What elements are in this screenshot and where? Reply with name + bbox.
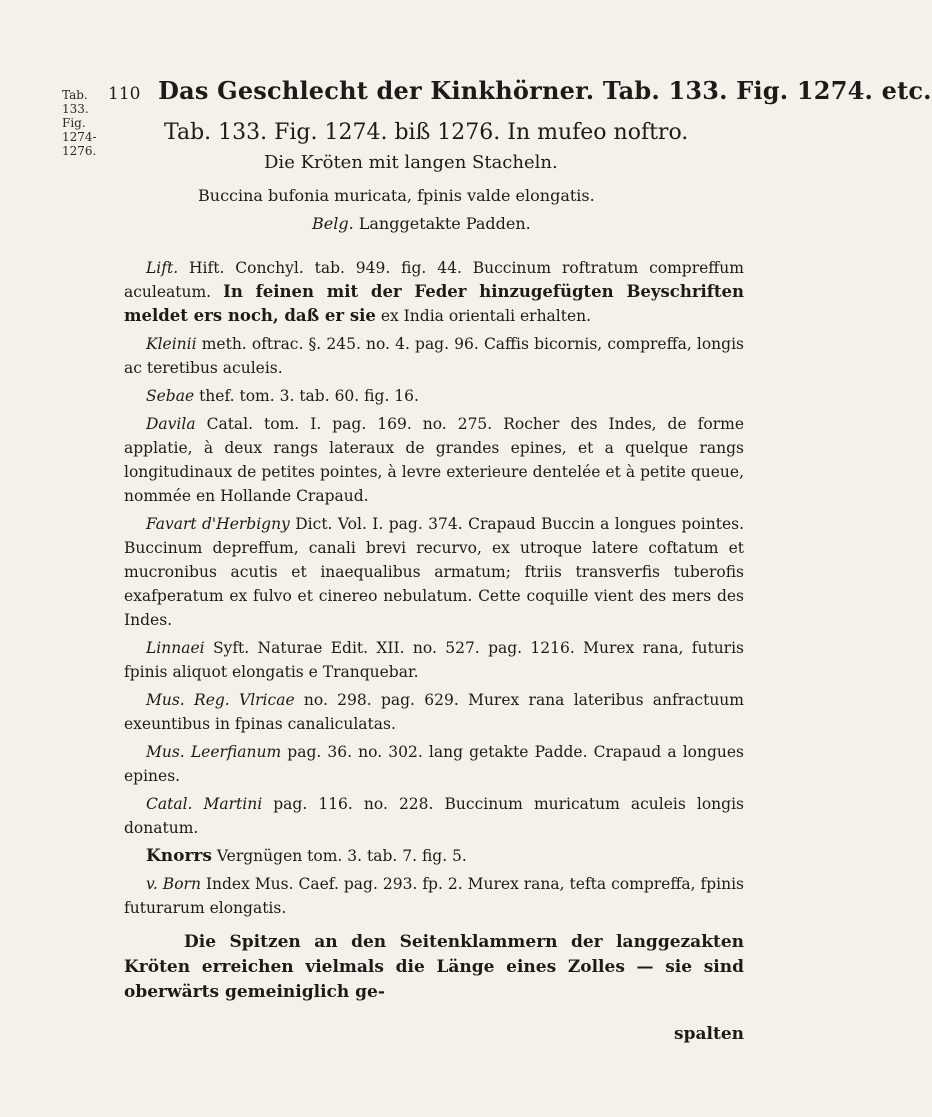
reference-entry (124, 384, 744, 408)
belgian-name (312, 210, 744, 238)
entry-text: Index Mus. Caef. pag. 293. fp. 2. Murex rana, tefta compreffa, fpinis futurarum elongatis. (124, 875, 744, 917)
reference-entry (124, 872, 744, 920)
catchword: spalten (674, 1024, 744, 1044)
entry-text: Hift. Conchyl. tab. 949. fig. 44. Buccinum roftratum compreffum aculeatum. (124, 259, 744, 301)
entry-text: pag. 116. no. 228. Buccinum muricatum aculeis longis donatum. (124, 795, 745, 837)
entry-german: In feinen mit der Feder hinzugefügten Beyschriften meldet ers noch, daß er sie (124, 282, 744, 325)
reference-entry (124, 792, 744, 840)
entry-text: pag. 36. no. 302. lang getakte Padde. Crapaud a longues epines. (124, 743, 744, 785)
entry-source: Sebae (146, 387, 195, 405)
reference-entry (124, 740, 744, 788)
reference-entry (124, 332, 744, 380)
entry-source: Davila (146, 415, 196, 433)
latin-name: Buccina bufonia muricata, fpinis valde elongatis. (198, 186, 595, 205)
entry-text: Dict. Vol. I. pag. 374. Crapaud Buccin a longues pointes. Buccinum depreffum, canali brevi recurvo, ex utroque latere coftatum et mucronibus acutis et inaequalibus armatum; ftriis transverfis tuberofis exafperatum ex fulvo et cinereo nebulatum. Cette coquille vient des mers des Indes. (124, 515, 744, 629)
reference-entry (124, 256, 744, 328)
entry-text: Vergnügen tom. 3. tab. 7. fig. 5. (216, 847, 467, 865)
entry-text: meth. oftrac. §. 245. no. 4. pag. 96. Caffis bicornis, compreffa, longis ac teretibus aculeis. (124, 335, 744, 377)
belg-text: Langgetakte Padden. (358, 214, 531, 233)
running-head (108, 76, 932, 109)
reference-entry (124, 512, 744, 632)
page-content (124, 118, 744, 1063)
entry-text: thef. tom. 3. tab. 60. fig. 16. (199, 387, 419, 405)
entry-source: Kleinii (146, 335, 197, 353)
entry-tail: ex India orientali erhalten. (380, 307, 592, 325)
reference-entry (124, 844, 744, 868)
entry-source: Mus. Reg. Vlricae (146, 691, 295, 709)
entry-text: no. 298. pag. 629. Murex rana lateribus anfractuum exeuntibus in fpinas canaliculatas. (124, 691, 744, 733)
entry-source: Linnaei (146, 639, 205, 657)
entry-source: v. Born (146, 875, 201, 893)
reference-entry (124, 636, 744, 684)
reference-entry (124, 688, 744, 736)
entry-source: Catal. Martini (146, 795, 263, 813)
entry-source: Knorrs (146, 846, 212, 866)
closing-paragraph: Die Spitzen an den Seitenklammern der langgezakten Kröten erreichen vielmals die Länge eines Zolles — sie sind oberwärts gemeiniglich ge- (124, 932, 744, 1002)
entry-text: Syft. Naturae Edit. XII. no. 527. pag. 1216. Murex rana, futuris fpinis aliquot elongatis e Tranquebar. (124, 639, 745, 681)
entry-source: Lift. (146, 259, 179, 277)
margin-note: Tab. 133. Fig. 1274-1276. (62, 88, 97, 158)
entry-source: Favart d'Herbigny (146, 515, 290, 533)
section-title: Tab. 133. Fig. 1274. biß 1276. In mufeo noftro. (164, 120, 689, 145)
running-title: Das Geschlecht der Kinkhörner. Tab. 133. Fig. 1274. etc. (158, 76, 932, 105)
entry-text: Catal. tom. I. pag. 169. no. 275. Rocher des Indes, de forme applatie, à deux rangs lateraux de grandes epines, et a quelque rangs longitudinaux de petites pointes, à levre exterieure dentelée et à petite queue, nommée en Hollande Crapaud. (124, 415, 744, 505)
german-name: Die Kröten mit langen Stacheln. (264, 152, 558, 173)
reference-entry (124, 412, 744, 508)
entry-source: Mus. Leerfianum (146, 743, 282, 761)
page-number: 110 (108, 84, 141, 104)
belg-label: Belg. (312, 214, 354, 233)
